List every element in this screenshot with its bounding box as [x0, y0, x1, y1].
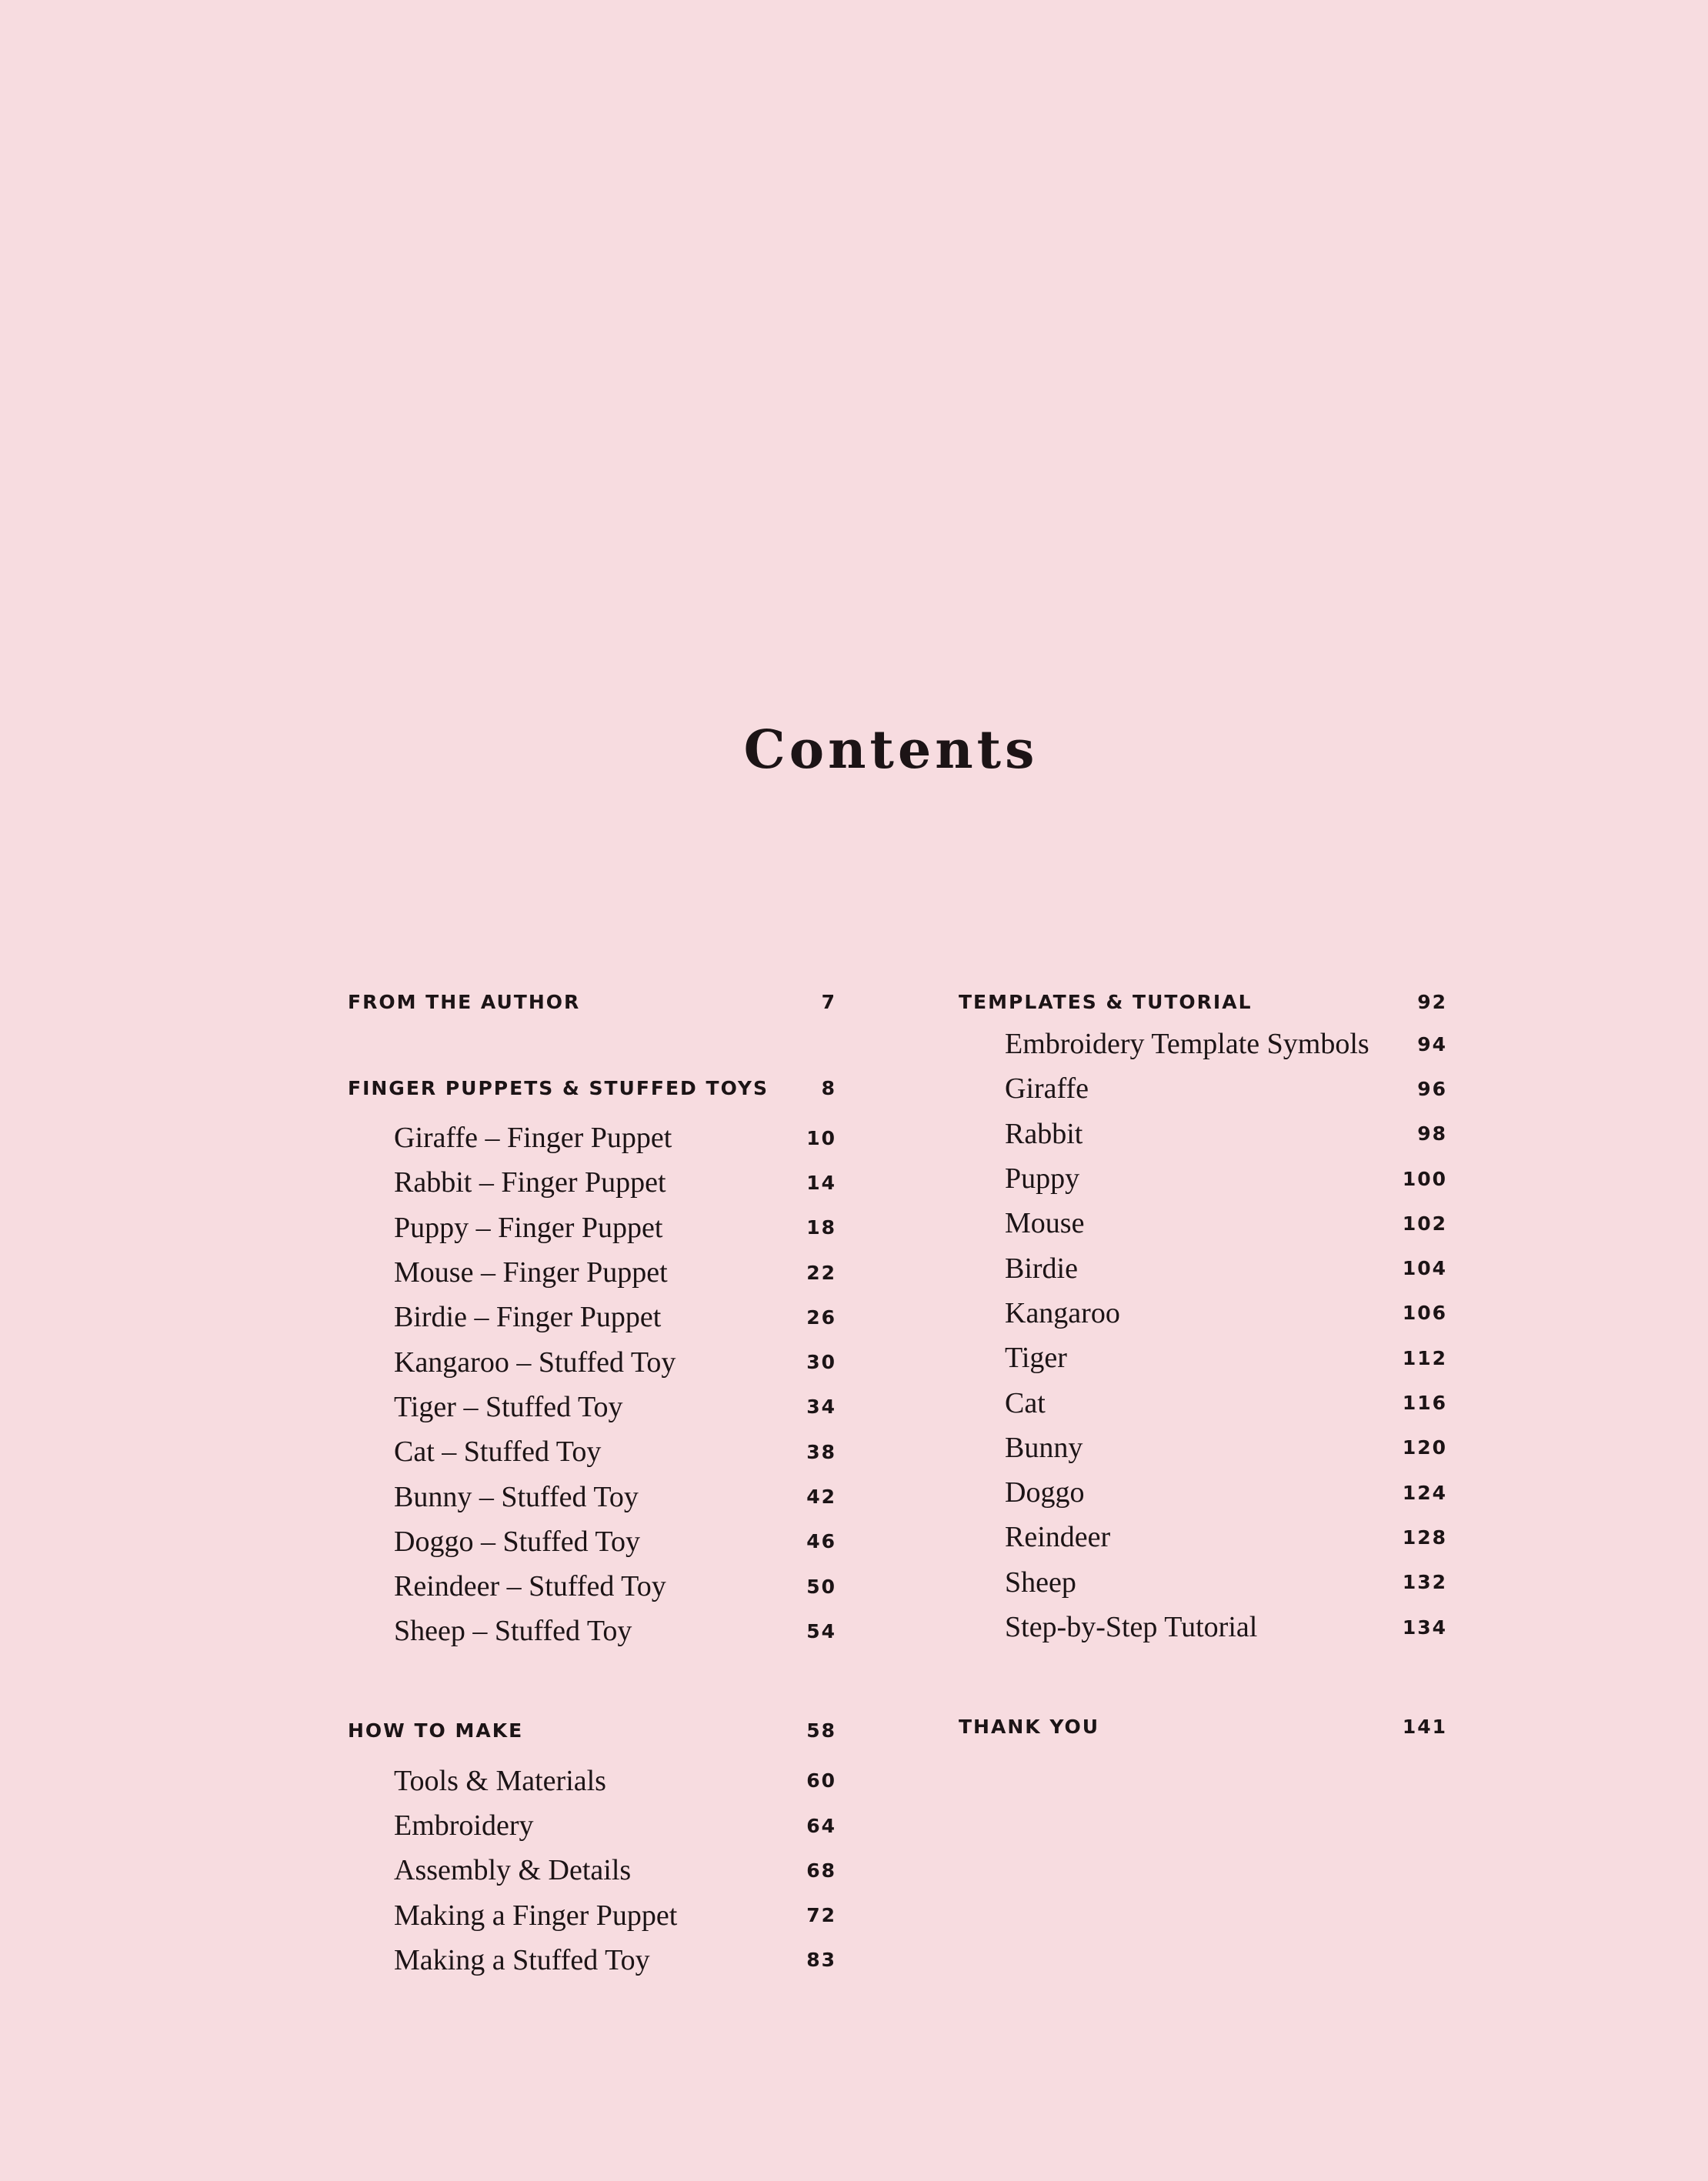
entry-label: Making a Finger Puppet: [394, 1899, 678, 1932]
section-label: TEMPLATES & TUTORIAL: [959, 990, 1253, 1013]
toc-section-thank-you[interactable]: [959, 1709, 1447, 1743]
entry-label: Bunny – Stuffed Toy: [394, 1480, 639, 1513]
toc-entry[interactable]: [348, 1893, 836, 1937]
section-label: THANK YOU: [959, 1715, 1100, 1738]
entry-label: Bunny: [1005, 1431, 1083, 1464]
page-number: 34: [806, 1396, 836, 1419]
entry-label: Embroidery Template Symbols: [1005, 1028, 1369, 1061]
entry-label: Puppy: [1005, 1162, 1080, 1196]
toc-entry[interactable]: [959, 1515, 1447, 1559]
toc-entry[interactable]: [959, 1291, 1447, 1336]
entry-label: Reindeer – Stuffed Toy: [394, 1570, 666, 1603]
page-number: 54: [806, 1619, 836, 1642]
toc-entry[interactable]: [959, 1112, 1447, 1156]
toc-section-how-to-make[interactable]: [348, 1714, 836, 1748]
toc-entry[interactable]: [348, 1803, 836, 1848]
toc-entry[interactable]: [959, 1336, 1447, 1380]
page-number: 26: [806, 1306, 836, 1329]
page-title: Contents: [743, 719, 1039, 781]
page-number: 116: [1402, 1392, 1447, 1415]
page-number: 58: [806, 1719, 836, 1742]
toc-entry[interactable]: [348, 1116, 836, 1160]
entry-label: Tiger: [1005, 1342, 1067, 1375]
section-label: FINGER PUPPETS & STUFFED TOYS: [348, 1076, 769, 1099]
page-number: 64: [806, 1814, 836, 1837]
page-number: 60: [806, 1769, 836, 1792]
entry-label: Rabbit: [1005, 1117, 1083, 1150]
entry-label: Reindeer: [1005, 1521, 1111, 1554]
toc-entry[interactable]: [959, 1246, 1447, 1290]
toc-entry[interactable]: [348, 1339, 836, 1384]
toc-entry[interactable]: [348, 1759, 836, 1803]
entry-label: Puppy – Finger Puppet: [394, 1211, 663, 1244]
toc-entry[interactable]: [959, 1470, 1447, 1515]
entry-label: Kangaroo – Stuffed Toy: [394, 1346, 676, 1379]
entry-label: Tools & Materials: [394, 1764, 606, 1797]
entry-label: Mouse: [1005, 1207, 1085, 1240]
entry-label: Rabbit – Finger Puppet: [394, 1166, 666, 1199]
page-number: 120: [1402, 1436, 1447, 1459]
page-number: 18: [806, 1216, 836, 1239]
toc-entry[interactable]: [959, 1156, 1447, 1201]
entry-label: Doggo – Stuffed Toy: [394, 1525, 640, 1558]
page-number: 112: [1402, 1346, 1447, 1369]
page-number: 124: [1402, 1481, 1447, 1504]
entry-label: Giraffe: [1005, 1072, 1089, 1106]
page-number: 14: [806, 1171, 836, 1194]
page-number: 68: [806, 1859, 836, 1882]
entry-label: Birdie: [1005, 1252, 1078, 1285]
page-number: 10: [806, 1126, 836, 1149]
page-number: 141: [1402, 1715, 1447, 1738]
toc-entry[interactable]: [348, 1519, 836, 1564]
toc-entry[interactable]: [959, 1022, 1447, 1066]
entry-label: Step-by-Step Tutorial: [1005, 1611, 1258, 1643]
entry-label: Making a Stuffed Toy: [394, 1943, 650, 1976]
entry-label: Embroidery: [394, 1809, 534, 1842]
page-number: 104: [1402, 1257, 1447, 1280]
entry-label: Cat – Stuffed Toy: [394, 1436, 602, 1469]
toc-section-finger-puppets[interactable]: [348, 1071, 836, 1105]
page-number: 72: [806, 1904, 836, 1927]
toc-entry[interactable]: [348, 1609, 836, 1653]
toc-section-templates[interactable]: [959, 985, 1447, 1019]
toc-entry[interactable]: [348, 1848, 836, 1893]
toc-entry[interactable]: [348, 1938, 836, 1983]
page-number: 7: [821, 990, 836, 1013]
entry-label: Birdie – Finger Puppet: [394, 1301, 662, 1334]
page-number: 8: [821, 1076, 836, 1099]
page-number: 128: [1402, 1526, 1447, 1549]
page-number: 46: [806, 1530, 836, 1553]
toc-entry[interactable]: [348, 1295, 836, 1339]
toc-section-from-author[interactable]: [348, 985, 836, 1019]
page-number: 50: [806, 1575, 836, 1598]
page-number: 30: [806, 1351, 836, 1374]
toc-entry[interactable]: [959, 1201, 1447, 1246]
page-number: 94: [1417, 1032, 1447, 1055]
page-number: 42: [806, 1486, 836, 1509]
section-label: HOW TO MAKE: [348, 1719, 524, 1742]
page-number: 132: [1402, 1571, 1447, 1594]
entry-label: Cat: [1005, 1386, 1046, 1419]
toc-list: [348, 1759, 836, 1983]
page-number: 134: [1402, 1616, 1447, 1639]
entry-label: Sheep: [1005, 1566, 1076, 1599]
toc-entry[interactable]: [348, 1385, 836, 1429]
entry-label: Sheep – Stuffed Toy: [394, 1615, 632, 1648]
entry-label: Doggo: [1005, 1476, 1085, 1509]
toc-entry[interactable]: [348, 1429, 836, 1474]
page-number: 38: [806, 1440, 836, 1463]
toc-entry[interactable]: [348, 1206, 836, 1250]
toc-right-column: [959, 985, 1447, 1743]
toc-list: [348, 1116, 836, 1654]
page-number: 92: [1417, 990, 1447, 1013]
toc-entry[interactable]: [959, 1066, 1447, 1111]
entry-label: Assembly & Details: [394, 1854, 632, 1887]
toc-left-column: [348, 985, 836, 1983]
page-number: 100: [1402, 1167, 1447, 1190]
entry-label: Giraffe – Finger Puppet: [394, 1122, 672, 1155]
toc-entry[interactable]: [348, 1564, 836, 1609]
toc-entry[interactable]: [959, 1426, 1447, 1470]
entry-label: Mouse – Finger Puppet: [394, 1256, 668, 1289]
page-number: 83: [806, 1949, 836, 1972]
page-number: 98: [1417, 1122, 1447, 1146]
toc-list: [959, 1022, 1447, 1649]
entry-label: Tiger – Stuffed Toy: [394, 1390, 623, 1423]
page-number: 106: [1402, 1302, 1447, 1325]
toc-entry[interactable]: [959, 1380, 1447, 1425]
page-number: 102: [1402, 1212, 1447, 1235]
toc-entry[interactable]: [348, 1160, 836, 1205]
page-number: 22: [806, 1261, 836, 1284]
toc-entry[interactable]: [959, 1605, 1447, 1649]
toc-entry[interactable]: [348, 1250, 836, 1295]
toc-entry[interactable]: [348, 1474, 836, 1519]
page-number: 96: [1417, 1077, 1447, 1100]
entry-label: Kangaroo: [1005, 1296, 1120, 1329]
section-label: FROM THE AUTHOR: [348, 990, 581, 1013]
toc-entry[interactable]: [959, 1560, 1447, 1605]
